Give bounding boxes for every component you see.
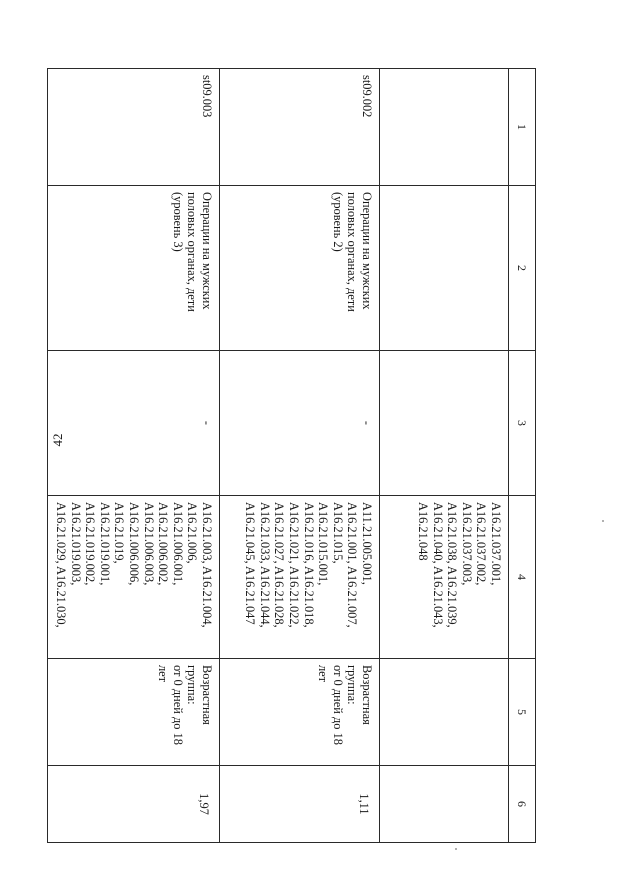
table — [47, 68, 536, 843]
criteria-cell: Возрастная группа: от 0 дней до 18 лет — [220, 659, 380, 766]
page-number-text: 42 — [50, 433, 65, 447]
services-cell — [48, 496, 220, 659]
table-row — [220, 69, 380, 843]
services-cell — [380, 496, 509, 659]
scan-speck — [455, 848, 457, 850]
service-code: A16.21.033, A16.21.044, — [257, 502, 272, 628]
service-code: A16.21.019, — [112, 502, 127, 564]
code-cell: st09.003 — [48, 69, 220, 186]
name-cell — [380, 186, 509, 351]
col3-cell — [380, 351, 509, 496]
service-code: A16.21.015, — [330, 502, 345, 564]
service-code: A16.21.006.002, — [156, 502, 171, 586]
header-col-6: 6 — [509, 766, 536, 843]
table-row — [48, 69, 220, 843]
header-col-2: 2 — [509, 186, 536, 351]
service-code: A16.21.040, A16.21.043, — [430, 502, 445, 628]
col3-cell: - — [48, 351, 220, 496]
service-code: A16.21.019.003, — [68, 502, 83, 586]
service-code: A11.21.005.001, — [360, 502, 374, 585]
service-code: A16.21.021, A16.21.022, — [287, 502, 302, 628]
service-code: A16.21.027, A16.21.028, — [272, 502, 287, 628]
service-code: A16.21.006, — [185, 502, 200, 564]
service-code: A16.21.037.001, — [489, 502, 503, 586]
header-row — [509, 69, 536, 843]
header-col-5: 5 — [509, 659, 536, 766]
coef-cell: 1,11 — [220, 766, 380, 843]
service-code: A16.21.015.001, — [316, 502, 331, 586]
service-code: A16.21.006.001, — [170, 502, 185, 586]
col3-cell: - — [220, 351, 380, 496]
header-col-3: 3 — [509, 351, 536, 496]
service-code: A16.21.019.001, — [97, 502, 112, 586]
service-code: A16.21.029, A16.21.030, — [54, 502, 69, 628]
code-cell — [380, 69, 509, 186]
service-code: A16.21.016, A16.21.018, — [301, 502, 316, 628]
service-code: A16.21.048 — [416, 502, 431, 561]
service-code: A16.21.001, A16.21.007, — [345, 502, 360, 628]
coef-cell — [380, 766, 509, 843]
header-col-4: 4 — [509, 496, 536, 659]
header-col-1: 1 — [509, 69, 536, 186]
name-cell: Операции на мужских половых органах, дети (уровень 3) — [48, 186, 220, 351]
criteria-cell: Возрастная группа: от 0 дней до 18 лет — [48, 659, 220, 766]
coef-cell: 1,97 — [48, 766, 220, 843]
service-code: A16.21.037.003, — [459, 502, 474, 586]
code-cell: st09.002 — [220, 69, 380, 186]
service-code: A16.21.006.006, — [127, 502, 142, 586]
service-code: A16.21.038, A16.21.039, — [445, 502, 460, 628]
scan-speck — [602, 520, 604, 522]
service-code: A16.21.019.002, — [83, 502, 98, 586]
criteria-cell — [380, 659, 509, 766]
name-cell: Операции на мужских половых органах, дети (уровень 2) — [220, 186, 380, 351]
table-row-continued — [380, 69, 509, 843]
service-code: A16.21.037.002, — [474, 502, 489, 586]
service-code: A16.21.003, A16.21.004, — [200, 502, 214, 628]
services-cell — [220, 496, 380, 659]
service-code: A16.21.006.003, — [141, 502, 156, 586]
service-code: A16.21.045, A16.21.047 — [243, 502, 258, 625]
